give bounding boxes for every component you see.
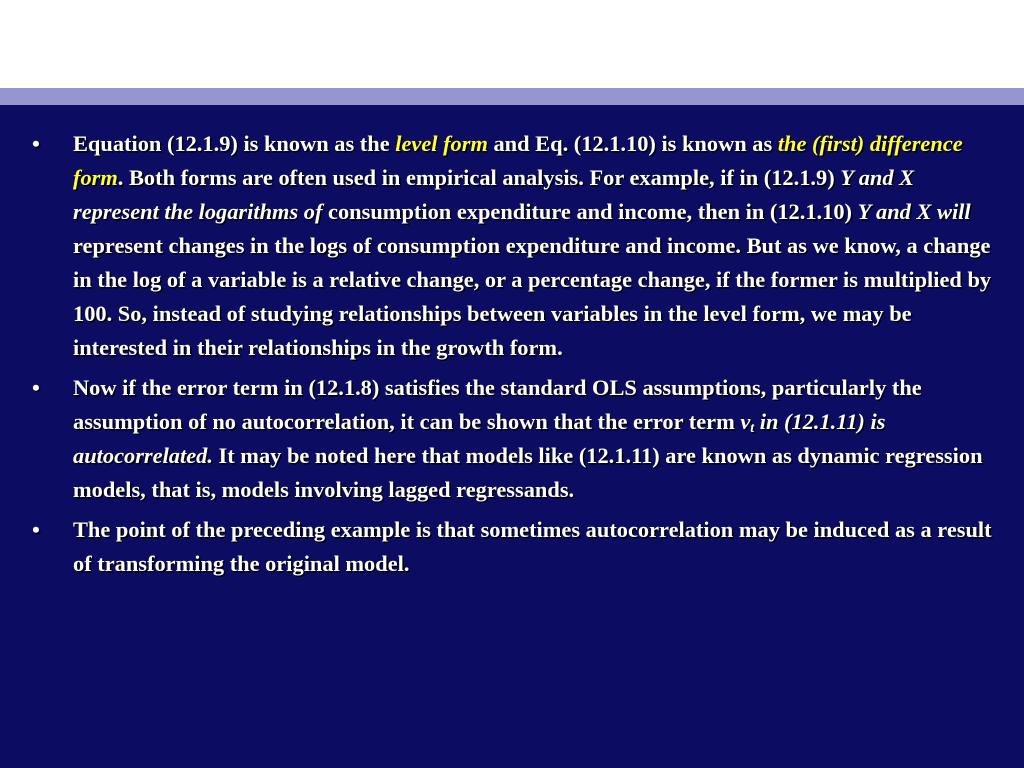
italic-text: Y and X will xyxy=(857,199,971,224)
accent-bar xyxy=(0,88,1024,105)
italic-text: v xyxy=(740,409,751,434)
emphasis-text: the (first) difference form xyxy=(73,131,963,190)
bullet-text: and Eq. (12.1.10) is known as xyxy=(487,131,778,156)
bullet-item xyxy=(30,371,1002,507)
bullet-text: consumption expenditure and income, then in (12.1.10) xyxy=(322,199,858,224)
bullet-text: The point of the preceding example is that sometimes autocorrelation may be induced as a result of transforming the original model. xyxy=(73,517,992,576)
title-area xyxy=(0,0,1024,88)
bullet-text: represent changes in the logs of consumption expenditure and income. But as we know, a change in the log of a variable is a relative change, or a percentage change, if the former is multiplied by 100. So, instead of studying relationships between variables in the level form, we may be interested in their relationships in the growth form. xyxy=(73,233,992,360)
bullet-item xyxy=(30,127,1002,365)
bullet-marker: • xyxy=(32,375,40,400)
bullet-text: Equation (12.1.9) is known as the xyxy=(73,131,396,156)
bullet-text: It may be noted here that models like (12.1.11) are known as dynamic regression models, that is, models involving lagged regressands. xyxy=(73,443,983,502)
italic-text: in (12.1.11) is autocorrelated. xyxy=(73,409,886,468)
bullet-text: Now if the error term in (12.1.8) satisfies the standard OLS assumptions, particularly the assumption of no autocorrelation, it can be shown that the error term xyxy=(73,375,922,434)
emphasis-text: level form xyxy=(395,131,488,156)
bullet-marker: • xyxy=(32,131,40,156)
bullet-marker: • xyxy=(32,517,40,542)
bullet-text: . Both forms are often used in empirical analysis. For example, if in (12.1.9) xyxy=(117,165,841,190)
bullet-item xyxy=(30,513,1002,581)
italic-text: Y and X represent the logarithms of xyxy=(73,165,915,224)
bullet-list xyxy=(30,127,1002,587)
subscript-text: t xyxy=(750,421,755,436)
